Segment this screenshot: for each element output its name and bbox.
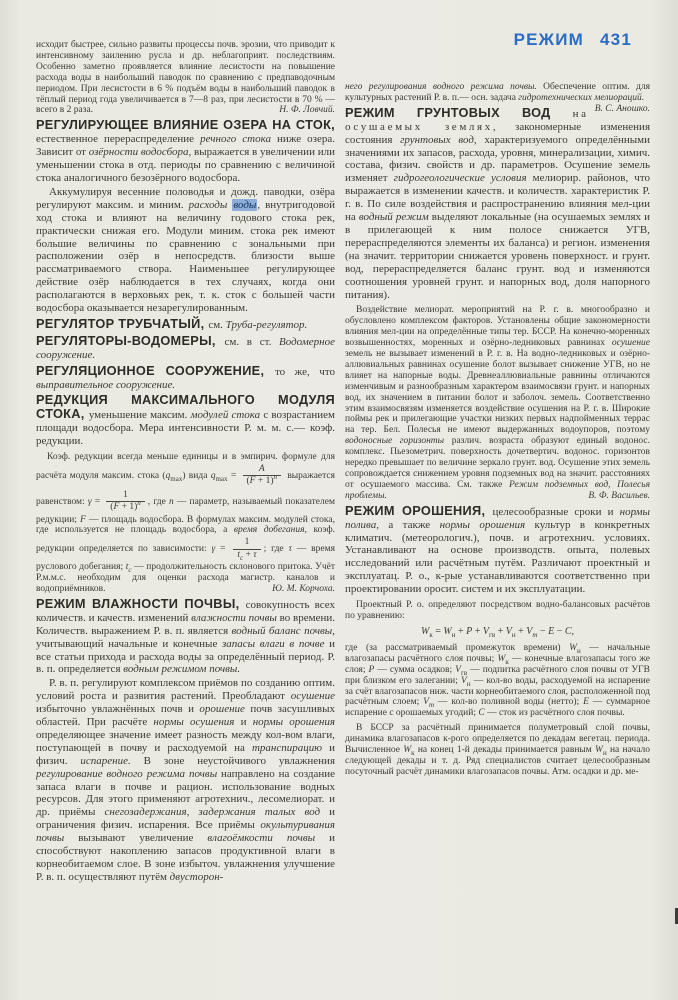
- text: +: [243, 549, 254, 560]
- author-signature: Ю. М. Корчоха.: [272, 583, 335, 594]
- italic-term: грунтовых вод,: [400, 133, 485, 146]
- text: избыточно увлажнённых почв и: [36, 703, 200, 716]
- text: — начальные влагозапасы расчётного слоя почвы;: [345, 642, 650, 664]
- italic-term: P: [466, 625, 473, 637]
- superscript: n: [273, 473, 278, 482]
- italic-term: окультуривания почвы: [36, 819, 335, 845]
- italic-term: нормы полива,: [345, 505, 650, 531]
- paragraph: [36, 40, 335, 116]
- italic-term: V: [455, 664, 461, 675]
- text: земель не вызывает изменений в Р. г. в. На водно-ледниковых и озёрно-аллювиальных равнинах осушение болот вызывает снижение УГВ, но не влияет на напорные воды. Древнеаллювиальные равнины отличаются изменчивым и разнообразным характером взаимосвязи грунт. и напорных вод, их значением в питании болот и заболоч. земель. Соответственно этим взаимосвязям изменяется воздействие осушения на Р. г. в. Широкие поймы рек и прилегающие участки низких первых надпойменных террас на тер. Бел. Полесья не имеют выдержанных водоупоров, поэтому: [345, 349, 650, 436]
- italic-term: W: [595, 745, 603, 756]
- text: совокупность всех количеств. и качеств. изменений: [36, 598, 335, 624]
- text: (: [110, 502, 114, 513]
- italic-term: τ: [288, 544, 292, 555]
- italic-term: Режим подземных вод, Полесья проблемы.: [345, 479, 650, 501]
- text: , закономерные изменения состояния: [345, 120, 650, 146]
- italic-term: t: [237, 549, 240, 560]
- text: — кол-во воды, расходуемой на испарение за счёт влагозапасов ниж. части корнеобитаемого слоя, расположенной под расчётным слоем;: [345, 675, 650, 708]
- text: Обеспечение оптим. для культурных растений Р. в. п.— осн. задача: [345, 82, 650, 103]
- subscript: max: [170, 474, 183, 483]
- italic-term: V: [526, 625, 533, 637]
- text: учитывающий начальные и конечные: [36, 637, 222, 650]
- paragraph: [345, 723, 650, 778]
- text: Аккумулируя весенние половодья и дожд. паводки, озёра регулируют максим. и миним.: [36, 185, 335, 211]
- text: =: [91, 496, 104, 507]
- text: выделяют локальные (на осушаемых землях и в прилегающей к ним полосе снижается УГВ, перераспределяются элементы их баланса) и регион. изменения (на значит. территории снижается уровень поверхност. и грунт. вод, перераспределяется баланс грунт. вод и изменяются соотношения уровней грунт. и напорных вод, доля напорного питания).: [345, 211, 650, 301]
- text: а также: [388, 518, 440, 531]
- italic-term: влагоёмкости почвы: [207, 832, 330, 845]
- italic-term: снегозадержания, задержания талых вод: [104, 806, 330, 819]
- italic-term: испарение.: [80, 754, 144, 767]
- text: с возрастанием площади водосбора. Мера интенсивности Р. м. м. с.— коэф. редукции.: [36, 409, 335, 448]
- text: естественное перераспределение: [36, 133, 201, 146]
- paragraph: [345, 600, 650, 622]
- italic-term: C: [564, 625, 572, 637]
- italic-term: модулей стока: [190, 409, 264, 422]
- text: культур в конкретных климатич. (метеорологич.), почв. и агротехнич. условиях. Устанавливают на основе производств. опыта, полевых исследований или расчётным путём. Различают проектный и эксплуатац. Р. о., к-рые устанавливаются соответственно при проектировании оросит. систем и их эксплуатации.: [345, 518, 650, 596]
- italic-term: E: [583, 697, 589, 708]
- text: см. в ст.: [224, 335, 280, 348]
- text: — кол-во поливной воды (нетто);: [434, 697, 584, 708]
- entry-paragraph: [36, 119, 335, 185]
- subscript: н: [466, 679, 471, 688]
- text: Коэф. редукции всегда меньше единицы и в эмпирич. формуле для расчёта модуля максим. стока (: [36, 452, 335, 482]
- italic-term: Водомерное сооружение.: [36, 335, 335, 361]
- entry-paragraph: [36, 332, 335, 362]
- italic-term: нормы орошения: [252, 716, 335, 729]
- superscript: n: [137, 499, 141, 508]
- italic-term: выправительное сооружение.: [36, 378, 176, 391]
- author-signature: В. С. Аношко.: [594, 103, 650, 114]
- text: — продолжительность склонового притока. Учёт Р.м.м.с. необходим для оценки расхода магистр. каналов и водоприёмников.: [36, 562, 335, 594]
- italic-term: речного стока: [200, 133, 278, 146]
- text: и способствуют накоплению запасов продуктивной влаги в корнеобитаемом слое. В зоне избыточ. увлажнения улучшение Р. в. п. осуществляют путём: [36, 832, 335, 883]
- entry-paragraph: [36, 315, 335, 332]
- text: — площадь водосбора. В формулах максим. модулей стока, где используется не площадь водосбора, а: [36, 514, 335, 536]
- text: целесообразные сроки и: [492, 505, 620, 518]
- text: где (за рассматриваемый промежуток времени): [345, 642, 570, 653]
- italic-term: влажности почвы: [191, 611, 280, 624]
- italic-term: W: [420, 625, 430, 637]
- text: вызывают увеличение: [78, 832, 208, 845]
- italic-term: V: [461, 675, 467, 686]
- entry-paragraph: [36, 362, 335, 392]
- text: и все статьи прихода и расхода воды за определённый период. Р. в. п. определяется: [36, 637, 335, 676]
- paragraph: [36, 186, 335, 315]
- text: В БССР за расчётный принимается полуметровый слой почвы, динамика влагозапасов к-рого определяется по декадам вегетац. периода. Вычисленное: [345, 723, 650, 756]
- italic-term: γ: [87, 496, 92, 507]
- text: на начало следующей декады и т. д. Ряд специалистов считает целесообразным посуточный расчёт динамики влагозапасов почвы. Атм. осадки и др. ме-: [345, 745, 650, 777]
- entry-paragraph: [345, 502, 650, 596]
- italic-term: водный баланс почвы,: [231, 624, 335, 637]
- text: 1: [244, 537, 250, 548]
- text: характеризуемого определёнными значениями их запасов, расхода, уровня, минерализации, химич. состава, физич. свойств и др. параметров. Осушение земель изменяет: [345, 133, 650, 185]
- subscript: гв: [488, 630, 496, 639]
- left-column: [36, 36, 335, 984]
- subscript: к: [505, 657, 509, 666]
- text: во времени. Количеств. выражением Р. в. п. является: [36, 611, 335, 637]
- text: + 1): [119, 502, 138, 513]
- letterspaced-term: на осушаемых землях: [345, 107, 589, 133]
- text: +: [495, 625, 506, 637]
- italic-term: γ: [211, 544, 216, 555]
- text: почв засушливых областей. При расчёте: [36, 703, 335, 729]
- headword: РЕЖИМ ВЛАЖНОСТИ ПОЧВЫ,: [36, 595, 246, 611]
- text: +: [472, 625, 483, 637]
- subscript: m: [428, 701, 435, 710]
- italic-term: C: [478, 708, 485, 719]
- headword: РЕГУЛЯЦИОННОЕ СООРУЖЕНИЕ,: [36, 362, 275, 378]
- text: то же, что: [274, 365, 335, 378]
- italic-term: W: [443, 625, 452, 637]
- text: см.: [208, 318, 226, 331]
- entry-paragraph: [345, 104, 650, 302]
- paragraph: [36, 677, 335, 884]
- text: мелиорир. районов, что выражается в изменении качеств. и количеств. характеристик Р. г. в. По силе воздействия и распространению влияния мел-ции на: [345, 172, 650, 224]
- text: — сумма осадков;: [374, 664, 456, 675]
- headword: РЕДУКЦИЯ МАКСИМАЛЬНОГО МОДУЛЯ СТОКА,: [36, 392, 335, 422]
- text: =: [215, 544, 231, 555]
- italic-term: запасы влаги в почве: [221, 637, 330, 650]
- right-column: [345, 36, 650, 984]
- italic-term: F: [113, 502, 120, 513]
- italic-term: водный режим: [358, 211, 432, 224]
- italic-term: транспирацию: [251, 741, 330, 754]
- author-signature: Н. Ф. Ловчий.: [279, 105, 335, 116]
- italic-term: V: [505, 625, 512, 637]
- italic-term: водоносные горизонты: [345, 436, 452, 447]
- italic-term: τ: [253, 549, 257, 560]
- paragraph: [345, 643, 650, 719]
- text: 1: [123, 489, 128, 500]
- italic-term: озёрности водосбора,: [88, 146, 195, 159]
- subscript: max: [215, 474, 228, 483]
- fraction: [243, 464, 282, 488]
- italic-term: время добегания: [233, 525, 305, 536]
- text: уменьшение максим.: [88, 409, 191, 422]
- subscript: н: [511, 630, 516, 639]
- text: — суммарное испарение с орошаемых угодий;: [345, 697, 650, 719]
- italic-term: n: [168, 496, 174, 507]
- subscript: c: [240, 553, 244, 562]
- italic-term: E: [548, 625, 555, 637]
- subscript: н: [577, 646, 581, 655]
- water-balance-equation: [345, 625, 650, 639]
- text: −: [554, 625, 565, 637]
- text: — сток из расчётного слоя почвы.: [484, 708, 625, 719]
- fraction: [106, 490, 145, 514]
- italic-term: q: [210, 471, 216, 482]
- italic-term: V: [423, 697, 429, 708]
- entry-paragraph: [36, 595, 335, 676]
- text: −: [537, 625, 549, 637]
- italic-term: нормы осушения: [153, 716, 241, 729]
- text: +: [515, 625, 527, 637]
- italic-term: W: [569, 642, 578, 653]
- italic-term: гидротехнических мелиораций.: [518, 92, 645, 103]
- text: и физич.: [36, 741, 335, 767]
- text: ) вида: [182, 471, 211, 482]
- italic-term: W: [403, 745, 412, 756]
- italic-term: W: [497, 653, 506, 664]
- paragraph: [36, 452, 335, 595]
- italic-term: водным режимом почвы.: [123, 663, 241, 676]
- italic-term: осушение: [290, 690, 335, 703]
- highlighted-word: воды: [233, 198, 257, 211]
- text: Воздействие мелиорат. мероприятий на Р. г. в. многообразно и обусловлено комплексом факторов. Установлены общие закономерности влияния мел-ции на определённые типы тер. БССР. На конечно-моренных возвышенностях, моренных и озёрно-ледниковых равнинах: [345, 305, 650, 349]
- text: ; где: [263, 544, 289, 555]
- italic-term: регулирование водного режима почвы: [36, 767, 222, 780]
- headword: РЕГУЛЯТОРЫ-ВОДОМЕРЫ,: [36, 332, 225, 348]
- subscript: н: [451, 630, 456, 639]
- italic-term: двусторон-: [169, 870, 224, 883]
- text: выражается в увеличении или уменьшении стока в отд. периоды по сравнению с величиной стока аналогичного безозёрного водосбора.: [36, 146, 335, 184]
- text: на конец 1-й декады принимается равным: [414, 745, 596, 756]
- italic-term: гидрогеологические условия: [393, 172, 533, 185]
- page-number: 431: [600, 30, 632, 49]
- text: (: [246, 476, 250, 487]
- text: — конечные влагозапасы того же слоя;: [345, 653, 650, 675]
- text: Р. в. п. регулируют комплексом приёмов по созданию оптим. условий роста и развития растений. Преобладают: [36, 677, 335, 703]
- italic-term: Труба-регулятор.: [225, 318, 308, 331]
- subscript: к: [429, 630, 433, 639]
- subscript: c: [128, 566, 132, 575]
- text: =: [227, 471, 240, 482]
- text: ,: [571, 625, 575, 637]
- text: определяющее значение имеет разность между кол-вом влаги, поступающей в почву и расходуемой на: [36, 728, 335, 754]
- entry-paragraph: [36, 394, 335, 448]
- subscript: гв: [460, 668, 468, 677]
- italic-term: q: [165, 471, 171, 482]
- italic-term: P: [368, 664, 375, 675]
- text: +: [455, 625, 467, 637]
- paragraph: [345, 305, 650, 501]
- italic-term: F: [249, 476, 256, 487]
- italic-term: A: [258, 464, 265, 474]
- italic-term: орошение: [199, 703, 251, 716]
- text: и: [240, 716, 253, 729]
- italic-term: осушение: [611, 338, 650, 349]
- text: выражается равенством:: [36, 471, 335, 507]
- italic-term: него регулирования водного режима почвы.: [345, 82, 544, 92]
- italic-term: t: [125, 562, 129, 573]
- headword: РЕГУЛИРУЮЩЕЕ ВЛИЯНИЕ ОЗЕРА НА СТОК,: [36, 117, 335, 133]
- text: направлено на создание запаса влаги в почве и рацион. использование водных ресурсов. Для этого применяют агротехнич., лесомелиорат. и др. приёмы: [36, 767, 335, 819]
- text: исходит быстрее, сильно развиты процессы почв. эрозии, что приводит к интенсивному заилению русла и др. неблагоприят. последствиям. Особенно заметно проявляется влияние лесистости на повышение расхода воды в наибольший паводок по сравнению с предпаводочным периодом. При лесистости в 6 % подъём воды в наибольший паводок в тёплый период года увеличивается в 7—8 раз, при лесистости в 70 % — всего в 2 раза.: [36, 40, 335, 116]
- author-signature: В. Ф. Васильев.: [588, 490, 650, 501]
- text: ниже озера. Зависит от: [36, 133, 335, 159]
- text: — параметр, называемый показателем редукции;: [36, 496, 335, 525]
- text: =: [432, 625, 444, 637]
- text: Проектный Р. о. определяют посредством водно-балансовых расчётов по уравнению:: [345, 600, 650, 621]
- running-head-title: РЕЖИМ: [513, 30, 585, 49]
- italic-term: F: [80, 514, 86, 525]
- italic-term: нормы орошения: [439, 518, 535, 531]
- text: , где: [147, 496, 169, 507]
- headword: РЕЖИМ ОРОШЕНИЯ,: [345, 502, 493, 518]
- headword: РЕЖИМ ГРУНТОВЫХ ВОД: [345, 104, 573, 120]
- italic-term: V: [482, 625, 489, 637]
- text: — подпитка расчётного слоя почвы от УГВ при близком его залегании;: [345, 664, 650, 686]
- text: , коэф. редукции определяется по зависимости:: [36, 525, 335, 555]
- subscript: н: [602, 748, 607, 757]
- italic-term: расходы: [188, 198, 233, 211]
- headword: РЕГУЛЯТОР ТРУБЧАТЫЙ,: [36, 315, 209, 331]
- text: — время руслового добегания;: [36, 544, 335, 573]
- subscript: m: [532, 630, 538, 639]
- text: , внутригодовой ход стока и влияют на величину годового стока рек, практически снижая его. Модули миним. стока рек имеют большие величины по сравнению с зональными при расположении озёр в непосредств. близости выше рассматриваемого створа. Наименьшее регулирующее действие озёр наблюдается в тех случаях, когда они располагаются в верховьях рек, т. к. сток с большей части водосбора оказывается незарегулированным.: [36, 198, 335, 315]
- text: + 1): [255, 476, 274, 487]
- text: и ограничения физич. испарения. Все приёмы: [36, 806, 335, 832]
- text: В зоне неустойчивого увлажнения: [143, 754, 335, 767]
- fraction: [233, 537, 260, 561]
- text: различ. возраста образуют единый водонос. комплекс. Пьезометрич. поверхность дочетвертич. водонос. горизонтов нередко превышает по величине зеркало грунт. вод. Осушение этих земель сопровождается снижением уровня подземных вод на значит. расстояниях от осушаемого массива. См. также: [345, 436, 650, 490]
- subscript: к: [411, 748, 415, 757]
